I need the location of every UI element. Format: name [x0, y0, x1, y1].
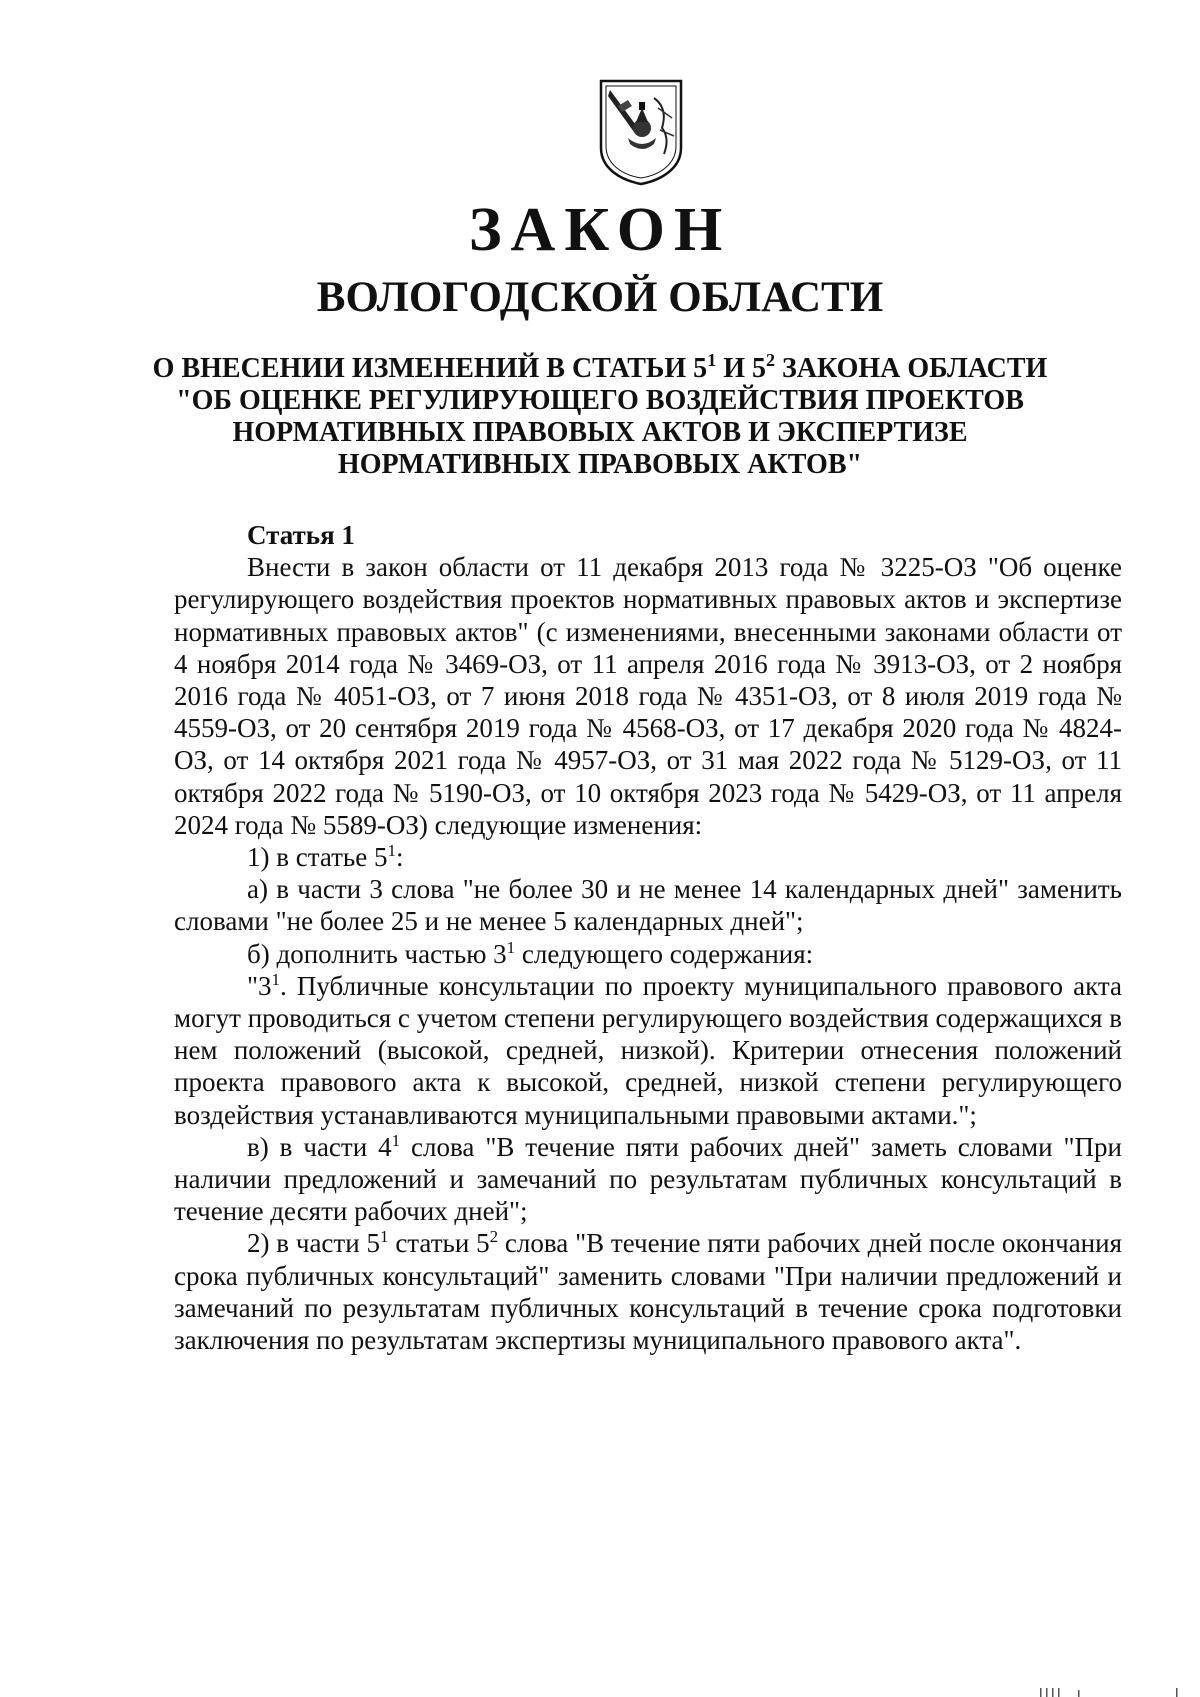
subject-line-1: О ВНЕСЕНИИ ИЗМЕНЕНИЙ В СТАТЬИ $5^1$ И $5^2$ ЗАКОНА ОБЛАСТИ [152, 350, 1048, 384]
region-title: ВОЛОГОДСКОЙ ОБЛАСТИ [316, 274, 884, 321]
scan-artifact-marks [1040, 1686, 1180, 1697]
coat-of-arms-icon [598, 78, 684, 186]
quoted-part-3-1: "$3^1$. Публичные консультации по проекту муниципального правового акта могут проводиться с учетом степени регулирующего воздействия содержащихся в нем положений (высокой, средней, низкой). Критерии отнесения положений проекта правового акта к высокой, средней, низкой степени регулирующего воздействия устанавливаются муниципальными правовыми актами."; [174, 969, 1122, 1130]
item-1: 1) в статье $5^1$: [247, 841, 404, 873]
subject-line-2: "ОБ ОЦЕНКЕ РЕГУЛИРУЮЩЕГО ВОЗДЕЙСТВИЯ ПРОЕКТОВ [176, 385, 1024, 416]
item-1a: а) в части 3 слова "не более 30 и не менее 14 календарных дней" заменить словами "не более 25 и не менее 5 календарных дней"; [174, 874, 1122, 937]
subject-line-4: НОРМАТИВНЫХ ПРАВОВЫХ АКТОВ" [337, 449, 863, 480]
article-intro-paragraph: Внести в закон области от 11 декабря 2013 года № 3225-ОЗ "Об оценке регулирующего воздействия проектов нормативных правовых актов и экспертизе нормативных правовых актов" (с изменениями, внесенными законами области от 4 ноября 2014 года № 3469-ОЗ, от 11 апреля 2016 года № 3913-ОЗ, от 2 ноября 2016 года № 4051-ОЗ, от 7 июня 2018 года № 4351-ОЗ, от 8 июля 2019 года № 4559-ОЗ, от 20 сентября 2019 года № 4568-ОЗ, от 17 декабря 2020 года № 4824-ОЗ, от 14 октября 2021 года № 4957-ОЗ, от 31 мая 2022 года № 5129-ОЗ, от 11 октября 2022 года № 5190-ОЗ, от 10 октября 2023 года № 5429-ОЗ, от 11 апреля 2024 года № 5589-ОЗ) следующие изменения: [174, 552, 1122, 840]
item-1b: б) дополнить частью $3^1$ следующего содержания: [247, 937, 814, 969]
law-subject-title [120, 350, 1080, 481]
item-2: 2) в части $5^1$ статьи $5^2$ слова "В течение пяти рабочих дней после окончания срока публичных консультаций" заменить словами "При наличии предложений и замечаний по результатам публичных консультаций в течение срока подготовки заключения по результатам экспертизы муниципального правового акта". [174, 1227, 1122, 1356]
article-1 [174, 519, 1122, 1356]
subject-line-3: НОРМАТИВНЫХ ПРАВОВЫХ АКТОВ И ЭКСПЕРТИЗЕ [232, 417, 968, 448]
item-1v: в) в части $4^1$ слова "В течение пяти рабочих дней" заметь словами "При наличии предложений и замечаний по результатам публичных консультаций в течение десяти рабочих дней"; [174, 1130, 1122, 1227]
article-heading: Статья 1 [247, 520, 355, 550]
law-title: ЗАКОН [468, 196, 732, 264]
